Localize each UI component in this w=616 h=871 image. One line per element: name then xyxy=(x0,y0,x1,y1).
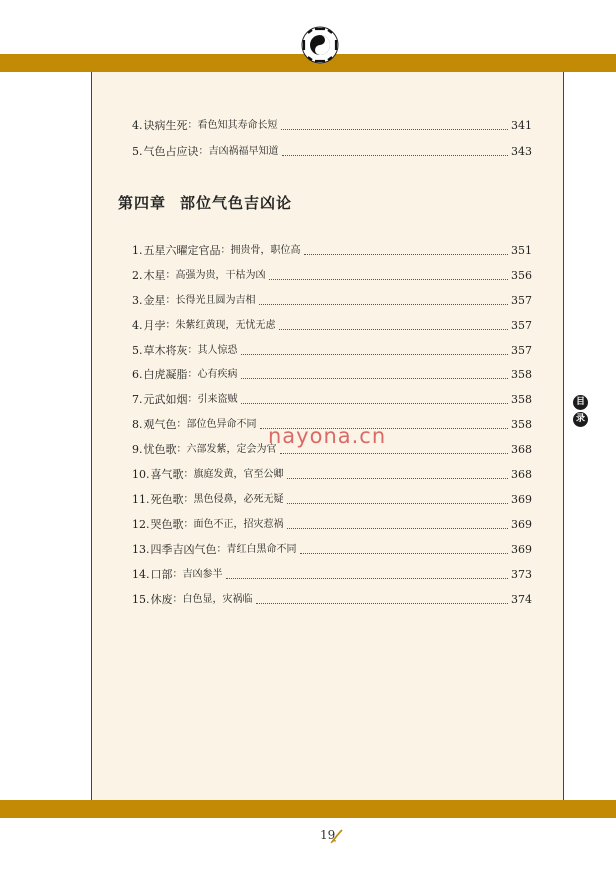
toc-entry[interactable]: 4. 诀病生死 ： 看色知其寿命长短 341 xyxy=(132,119,532,132)
footer-band xyxy=(0,800,616,818)
toc-entry[interactable]: 5. 草木将灰 ： 其人惊恐 357 xyxy=(132,344,532,357)
brush-flourish-icon xyxy=(330,828,344,844)
toc-entry[interactable]: 6. 白虎凝脂 ： 心有疾病 358 xyxy=(132,368,532,381)
leader-dots xyxy=(282,155,509,156)
leader-dots xyxy=(279,329,509,330)
page-number-text: 19 xyxy=(320,828,336,842)
toc-entry[interactable]: 14. 口部 ： 吉凶参半 373 xyxy=(132,568,532,581)
leader-dots xyxy=(256,603,509,604)
leader-dots xyxy=(287,478,509,479)
leader-dots xyxy=(241,403,509,404)
chapter-label: 第四章 xyxy=(118,194,167,212)
side-tab-lu[interactable]: 录 xyxy=(573,412,588,427)
watermark: nayona.cn xyxy=(268,424,387,448)
leader-dots xyxy=(280,453,509,454)
toc-entry[interactable]: 10. 喜气歌 ： 旗庭发黄，官至公卿 368 xyxy=(132,468,532,481)
leader-dots xyxy=(304,254,509,255)
leader-dots xyxy=(269,279,509,280)
toc-entry[interactable]: 13. 四季吉凶气色 ： 青红白黑命不同 369 xyxy=(132,543,532,556)
toc-entry[interactable]: 8. 观气色 ： 部位色异命不同 358 xyxy=(132,418,532,431)
leader-dots xyxy=(241,354,509,355)
toc-entry[interactable]: 4. 月孛 ： 朱紫红黄现，无忧无虑 357 xyxy=(132,319,532,332)
toc-entry[interactable]: 5. 气色占应诀 ： 吉凶祸福早知道 343 xyxy=(132,145,532,158)
toc-entry[interactable]: 12. 哭色歌 ： 面色不正，招灾惹祸 369 xyxy=(132,518,532,531)
page-number: 356 xyxy=(511,269,532,282)
chapter-heading xyxy=(118,192,306,213)
page-number: 357 xyxy=(511,294,532,307)
toc-entry[interactable]: 1. 五星六曜定官品 ： 拥贵骨，职位高 351 xyxy=(132,244,532,257)
footer-page-number xyxy=(320,828,335,842)
toc-entry[interactable]: 15. 休废 ： 白色显，灾祸临 374 xyxy=(132,593,532,606)
page-number: 358 xyxy=(511,418,532,431)
page-number: 343 xyxy=(511,145,532,158)
toc-entry[interactable]: 9. 忧色歌 ： 六部发紫，定会为官 368 xyxy=(132,443,532,456)
leader-dots xyxy=(287,528,509,529)
page-number: 358 xyxy=(511,368,532,381)
toc-entry[interactable]: 2. 木星 ： 高强为贵，干枯为凶 356 xyxy=(132,269,532,282)
page-number: 369 xyxy=(511,543,532,556)
toc-entry[interactable]: 3. 金星 ： 长得光且圆为吉相 357 xyxy=(132,294,532,307)
page-number: 351 xyxy=(511,244,532,257)
leader-dots xyxy=(287,503,509,504)
leader-dots xyxy=(226,578,509,579)
leader-dots xyxy=(300,553,509,554)
page-number: 369 xyxy=(511,518,532,531)
side-tab-mu[interactable]: 目 xyxy=(573,395,588,410)
toc-entry[interactable]: 7. 元武如烟 ： 引来盗贼 358 xyxy=(132,393,532,406)
page-number: 357 xyxy=(511,319,532,332)
page-number: 341 xyxy=(511,119,532,132)
page-number: 358 xyxy=(511,393,532,406)
yin-yang-bagua-icon xyxy=(301,26,339,64)
page-number: 368 xyxy=(511,443,532,456)
page-number: 357 xyxy=(511,344,532,357)
page-number: 374 xyxy=(511,593,532,606)
toc-entry[interactable]: 11. 死色歌 ： 黑色侵鼻，必死无疑 369 xyxy=(132,493,532,506)
leader-dots xyxy=(281,129,509,130)
leader-dots xyxy=(259,304,509,305)
page-number: 368 xyxy=(511,468,532,481)
page-number: 369 xyxy=(511,493,532,506)
chapter-title: 部位气色吉凶论 xyxy=(180,194,293,212)
leader-dots xyxy=(241,378,509,379)
page-number: 373 xyxy=(511,568,532,581)
